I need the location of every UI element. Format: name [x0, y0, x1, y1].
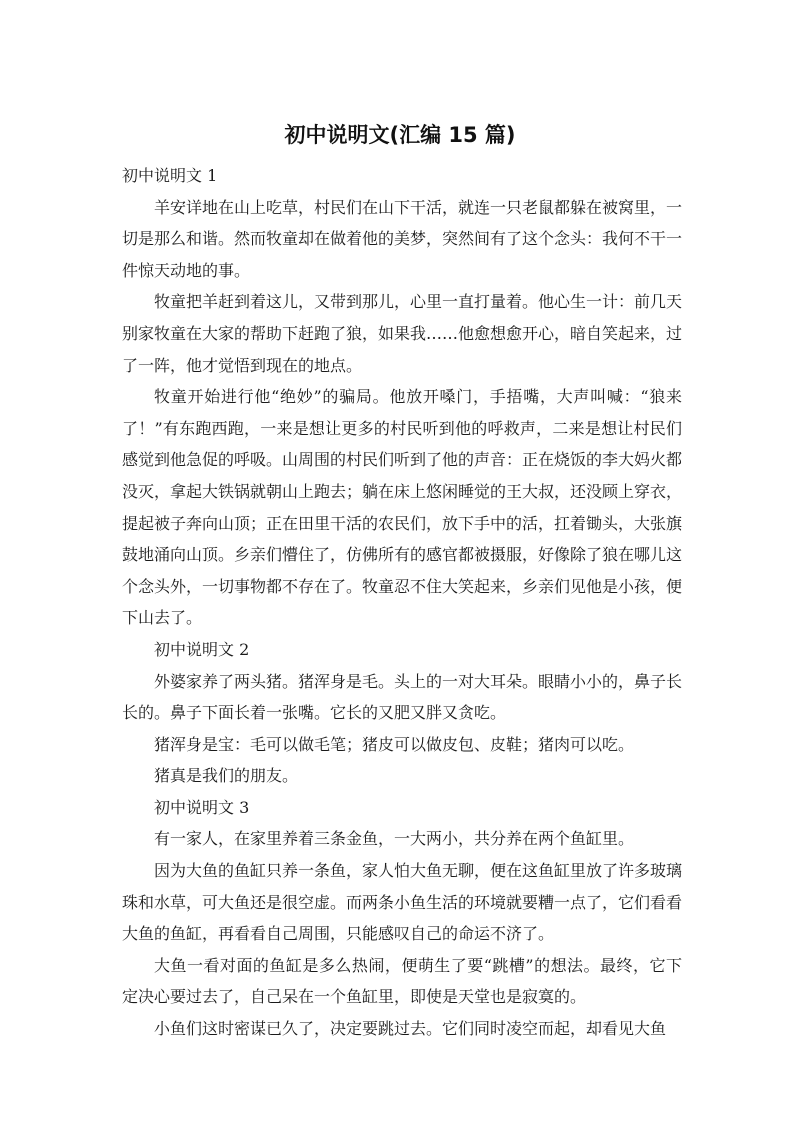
paragraph: 猪浑身是宝：毛可以做毛笔；猪皮可以做皮包、皮鞋；猪肉可以吃。	[154, 734, 635, 754]
section-heading-2: 初中说明文 2	[154, 639, 250, 659]
paragraph: 小鱼们这时密谋已久了，决定要跳过去。它们同时凌空而起，却看见大鱼	[154, 1019, 667, 1039]
paragraph: 外婆家养了两头猪。猪浑身是毛。头上的一对大耳朵。眼睛小小的，鼻子长长的。鼻子下面长着一张嘴。它长的又肥又胖又贪吃。	[122, 671, 683, 723]
paragraph: 牧童开始进行他“绝妙”的骗局。他放开嗓门，手捂嘴，大声叫喊：“狼来了！”有东跑西跑，一来是想让更多的村民听到他的呼救声，二来是想让村民们感觉到他急促的呼吸。山周围的村民们听到了他的声音：正在烧饭的李大妈火都没灭，拿起大铁锅就朝山上跑去；躺在床上悠闲睡觉的王大叔，还没顾上穿衣，提起被子奔向山顶；正在田里干活的农民们，放下手中的活，扛着锄头，大张旗鼓地涌向山顶。乡亲们懵住了，仿佛所有的感官都被摄服，好像除了狼在哪儿这个念头外，一切事物都不存在了。牧童忍不住大笑起来，乡亲们见他是小孩，便下山去了。	[122, 387, 683, 628]
section-heading-3: 初中说明文 3	[154, 797, 250, 817]
paragraph: 羊安详地在山上吃草，村民们在山下干活，就连一只老鼠都躲在被窝里，一切是那么和谐。然而牧童却在做着他的美梦，突然间有了这个念头：我何不干一件惊天动地的事。	[122, 197, 683, 280]
document-title: 初中说明文(汇编 15 篇)	[284, 123, 516, 147]
section-heading-1: 初中说明文 1	[122, 166, 218, 185]
document-body	[122, 160, 682, 1045]
paragraph: 大鱼一看对面的鱼缸是多么热闹，便萌生了要“跳槽”的想法。最终，它下定决心要过去了，自己呆在一个鱼缸里，即使是天堂也是寂寞的。	[122, 955, 682, 1007]
paragraph: 有一家人，在家里养着三条金鱼，一大两小，共分养在两个鱼缸里。	[154, 829, 635, 849]
paragraph: 因为大鱼的鱼缸只养一条鱼，家人怕大鱼无聊，便在这鱼缸里放了许多玻璃珠和水草，可大鱼还是很空虚。而两条小鱼生活的环境就要糟一点了，它们看看大鱼的鱼缸，再看看自己周围，只能感叹自己的命运不济了。	[122, 861, 683, 944]
paragraph: 牧童把羊赶到着这儿，又带到那儿，心里一直打量着。他心生一计：前几天别家牧童在大家的帮助下赶跑了狼，如果我……他愈想愈开心，暗自笑起来，过了一阵，他才觉悟到现在的地点。	[122, 292, 683, 375]
paragraph: 猪真是我们的朋友。	[154, 766, 299, 786]
